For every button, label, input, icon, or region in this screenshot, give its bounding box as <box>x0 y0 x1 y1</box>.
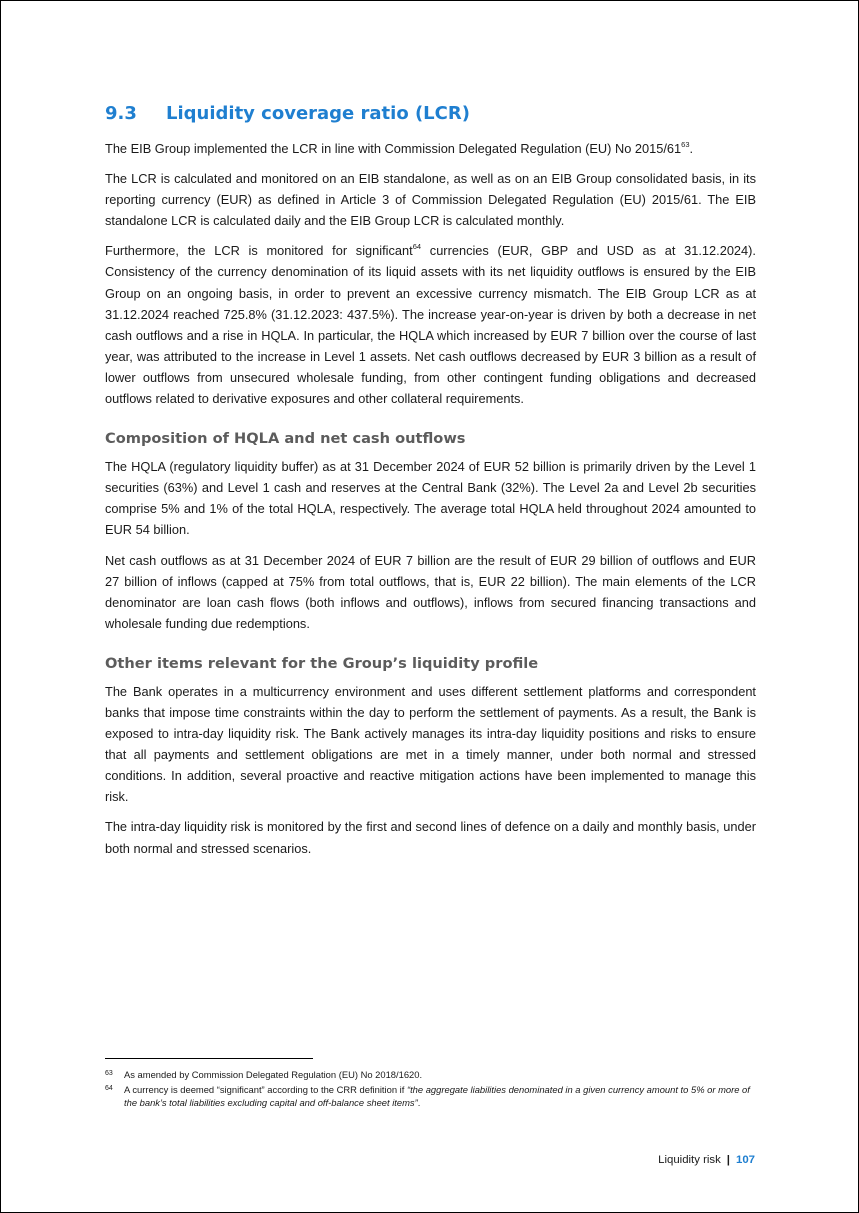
footnotes <box>105 1058 756 1112</box>
other-items-paragraph-2: The intra-day liquidity risk is monitored by the first and second lines of defence on a daily and monthly basis, under both normal and stressed scenarios. <box>105 819 756 856</box>
intro-paragraph-1-end: . <box>689 141 694 156</box>
intro-paragraph-3 <box>105 240 756 409</box>
footnote-number: 63 <box>105 1070 113 1077</box>
composition-heading: Composition of HQLA and net cash outflows <box>105 430 466 448</box>
intro-paragraph-2: The LCR is calculated and monitored on an EIB standalone, as well as on an EIB Group consolidated basis, in its reporting currency (EUR) as defined in Article 3 of Commission Delegated Regulation (EU) 2015/61. The EIB standalone LCR is calculated daily and the EIB Group LCR is calculated monthly. <box>105 171 756 229</box>
footnote-text-lead: A currency is deemed “significant” according to the CRR definition if <box>124 1084 407 1096</box>
other-items-heading: Other items relevant for the Group’s liquidity profile <box>105 654 539 672</box>
footnote-ref-64[interactable]: 64 <box>412 242 422 252</box>
section-heading <box>105 103 756 124</box>
section-title: Liquidity coverage ratio (LCR) <box>166 103 470 124</box>
page-footer <box>658 1154 755 1166</box>
intro-paragraph-1 <box>105 138 756 159</box>
footnote-divider <box>105 1058 313 1059</box>
footnote-63 <box>105 1068 756 1081</box>
intro-paragraph-3-after: currencies (EUR, GBP and USD as at 31.12.2024). Consistency of the currency denomination of its liquid assets with its net liquidity outflows is ensured by the EIB Group on an ongoing basis, in order to prevent an excessive currency mismatch. The EIB Group LCR as at 31.12.2024 reached 725.8% (31.12.2023: 437.5%). The increase year-on-year is driven by both a decrease in net cash outflows and a rise in HQLA. In particular, the HQLA which increased by EUR 7 billion over the course of last year, was attributed to the increase in Level 1 assets. Net cash outflows decreased by EUR 3 billion as a result of lower outflows from unsecured wholesale funding, from other contingent funding obligations and decreased outflows related to derivative exposures and other collateral requirements. <box>105 243 756 407</box>
footnote-text-end: . <box>417 1097 421 1109</box>
intro-paragraph-3-before: Furthermore, the LCR is monitored for significant <box>105 243 413 259</box>
other-items-paragraph-1: The Bank operates in a multicurrency environment and uses different settlement platforms and correspondent banks that impose time constraints within the day to perform the settlement of payments. As a result, the Bank is exposed to intra-day liquidity risk. The Bank actively manages its intra-day liquidity positions and risks to ensure that all payments and settlement obligations are met in a timely manner, under both normal and stressed conditions. In addition, several proactive and reactive mitigation actions have been implemented to manage this risk. <box>105 683 756 805</box>
composition-paragraph-1: The HQLA (regulatory liquidity buffer) as at 31 December 2024 of EUR 52 billion is primarily driven by the Level 1 securities (63%) and Level 1 cash and reserves at the Central Bank (32%). The Level 2a and Level 2b securities comprise 5% and 1% of the total HQLA, respectively. The average total HQLA held throughout 2024 amounted to EUR 54 billion. <box>105 459 756 538</box>
footnote-text: As amended by Commission Delegated Regulation (EU) No 2018/1620. <box>124 1069 423 1080</box>
footnote-text <box>124 1083 756 1109</box>
footer-chapter: Liquidity risk <box>658 1154 721 1166</box>
page-number: 107 <box>735 1154 755 1166</box>
footer-separator: | <box>726 1154 730 1166</box>
footnote-ref-63[interactable]: 63 <box>681 140 690 149</box>
footnote-number: 64 <box>105 1085 113 1093</box>
intro-paragraph-1-text: The EIB Group implemented the LCR in line with Commission Delegated Regulation (EU) No 2015/61 <box>105 141 682 156</box>
footnote-64 <box>105 1083 756 1109</box>
main-content <box>105 103 756 868</box>
footnote-quote: “the aggregate liabilities denominated in a given currency amount to 5% or more of the bank’s total liabilities excluding capital and off-balance sheet items” <box>124 1084 750 1109</box>
composition-paragraph-2: Net cash outflows as at 31 December 2024 of EUR 7 billion are the result of EUR 29 billion of outflows and EUR 27 billion of inflows (capped at 75% from total outflows, that is, EUR 22 billion). The main elements of the LCR denominator are loan cash flows (both inflows and outflows), inflows from secured financing transactions and wholesale funding due redemptions. <box>105 552 756 631</box>
section-number: 9.3 <box>105 103 137 124</box>
